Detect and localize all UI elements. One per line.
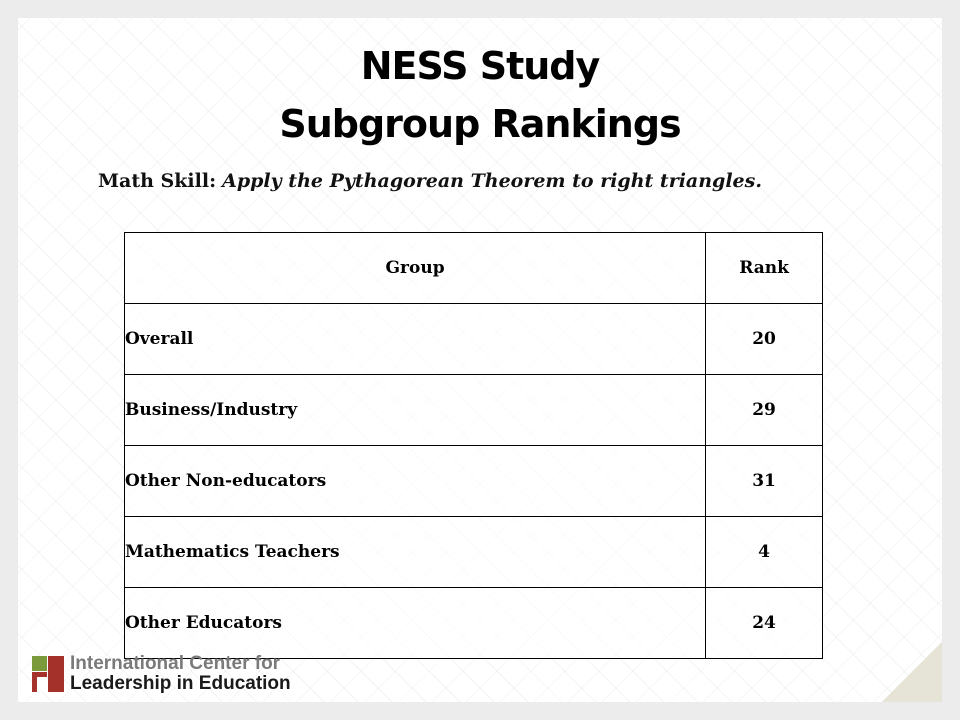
table-row	[125, 375, 823, 446]
cell-group: Business/Industry	[125, 375, 706, 446]
cell-group: Mathematics Teachers	[125, 517, 706, 588]
column-header-rank: Rank	[706, 233, 823, 304]
math-skill-description	[98, 170, 898, 192]
math-skill-label: Math Skill:	[98, 170, 217, 192]
page-title: NESS Study	[360, 44, 600, 88]
page-corner-fold	[882, 642, 942, 702]
column-header-group: Group	[125, 233, 706, 304]
logo-text-line1: International Center for	[70, 653, 281, 674]
organization-logo	[32, 654, 322, 694]
cell-rank: 20	[706, 304, 823, 375]
rankings-table	[124, 232, 823, 659]
table-header-row	[125, 233, 823, 304]
table-row	[125, 304, 823, 375]
math-skill-text: Apply the Pythagorean Theorem to right triangles.	[222, 170, 762, 192]
cell-group: Other Non-educators	[125, 446, 706, 517]
table-row	[125, 517, 823, 588]
cell-rank: 31	[706, 446, 823, 517]
logo-text-line2: Leadership in Education	[70, 673, 291, 694]
cell-group: Other Educators	[125, 588, 706, 659]
table-row	[125, 588, 823, 659]
cell-rank: 24	[706, 588, 823, 659]
table-row	[125, 446, 823, 517]
cell-group: Overall	[125, 304, 706, 375]
cell-rank: 4	[706, 517, 823, 588]
page-subtitle-heading: Subgroup Rankings	[279, 102, 681, 146]
logo-mark-icon	[32, 656, 64, 692]
cell-rank: 29	[706, 375, 823, 446]
